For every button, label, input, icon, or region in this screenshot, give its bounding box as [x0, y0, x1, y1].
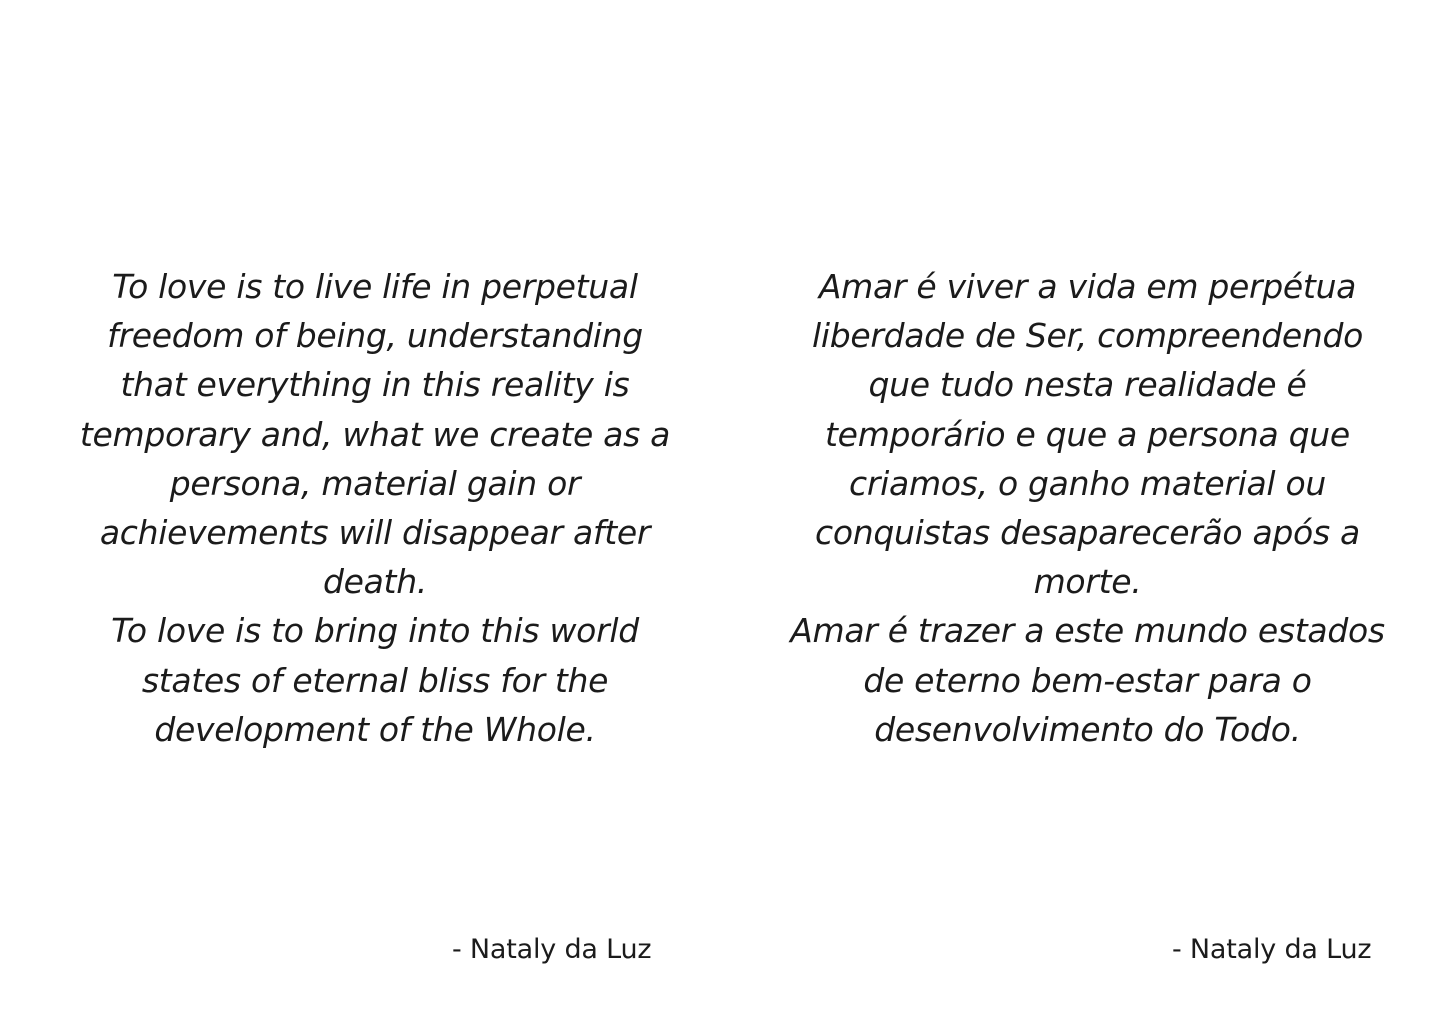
author-english: - Nataly da Luz — [452, 934, 652, 965]
quote-line: que tudo nesta realidade é — [868, 365, 1307, 405]
quote-line: freedom of being, understanding — [107, 316, 643, 356]
quote-line: temporary and, what we create as a — [79, 414, 671, 454]
quote-line: morte. — [1033, 562, 1142, 602]
quote-line: Amar é viver a vida em perpétua — [818, 267, 1357, 306]
quote-english — [40, 262, 710, 754]
quote-line: To love is to live life in perpetual — [112, 267, 638, 306]
quote-line: states of eternal bliss for the — [141, 660, 609, 700]
quote-line: criamos, o ganho material ou — [849, 463, 1326, 503]
quote-line: development of the Whole. — [154, 709, 596, 749]
quote-line: de eterno bem-estar para o — [863, 660, 1312, 700]
quote-line: achievements will disappear after — [99, 513, 651, 553]
quote-portuguese — [755, 262, 1420, 754]
quote-line: conquistas desaparecerão após a — [815, 513, 1360, 553]
quote-line: that everything in this reality is — [120, 365, 630, 405]
quote-line: To love is to bring into this world — [111, 611, 639, 651]
quote-line: liberdade de Ser, compreendendo — [811, 316, 1364, 356]
quote-line: Amar é trazer a este mundo estados — [790, 611, 1385, 651]
quote-line: persona, material gain or — [169, 463, 581, 503]
quote-line: death. — [322, 562, 428, 602]
author-portuguese: - Nataly da Luz — [1172, 934, 1372, 965]
quote-line: desenvolvimento do Todo. — [874, 709, 1301, 749]
quote-line: temporário e que a persona que — [825, 414, 1350, 454]
